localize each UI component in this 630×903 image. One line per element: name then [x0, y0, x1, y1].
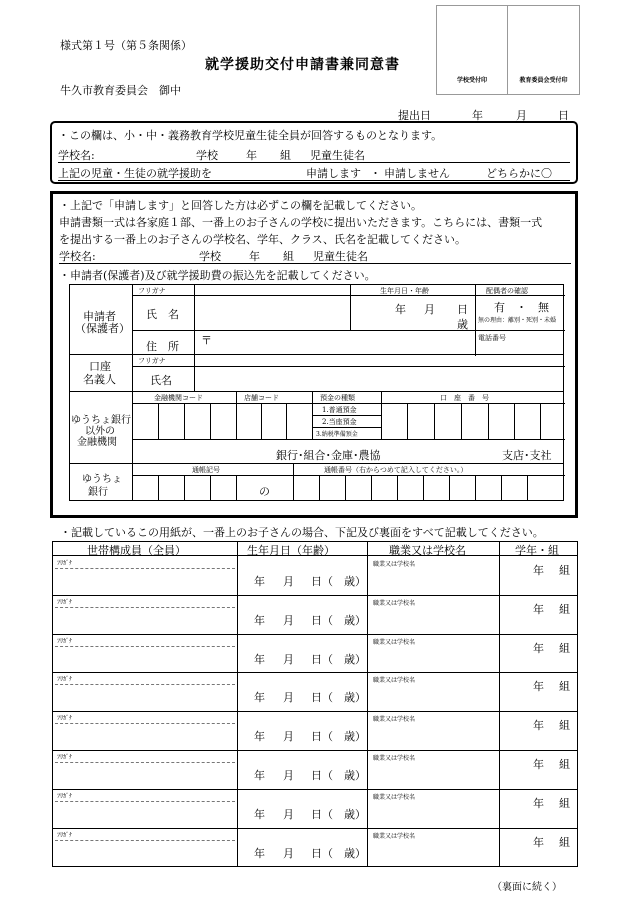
- row-furigana-label: ﾌﾘｶﾞﾅ: [57, 754, 73, 761]
- member-name-input[interactable]: [57, 764, 233, 786]
- row-class: 組: [559, 602, 570, 616]
- row-grade: 年: [533, 758, 544, 771]
- row-class: 組: [559, 835, 570, 849]
- row-furigana-label: ﾌﾘｶﾞﾅ: [57, 831, 73, 839]
- row-year: 年: [254, 652, 265, 666]
- household-row: [53, 672, 577, 712]
- row-month: 月: [283, 769, 294, 782]
- branch-code-header: 店舗コード: [244, 394, 279, 402]
- section2-note1: ・上記で「申請します」と回答した方は必ずこの欄を記載してください。: [59, 199, 422, 212]
- furigana-divider: [55, 840, 235, 841]
- account-name-label: 氏名: [150, 374, 172, 387]
- row-age: 歳）: [344, 652, 366, 666]
- row-grade: 年: [533, 564, 544, 577]
- household-table: [52, 541, 578, 867]
- household-header-dob: 生年月日（年齢）: [247, 544, 335, 557]
- row-class: 組: [559, 680, 570, 694]
- row-furigana-label: ﾌﾘｶﾞﾅ: [57, 560, 73, 567]
- row-year: 年: [254, 846, 265, 860]
- member-name-input[interactable]: [57, 725, 233, 747]
- yucho-table: [69, 464, 564, 501]
- section-applicants: [50, 191, 578, 518]
- section1-school-line: [58, 147, 570, 163]
- section1-note: ・この欄は、小・中・義務教育学校児童生徒全員が回答するものとなります。: [58, 129, 443, 142]
- yucho-label: ゆうちょ: [82, 474, 122, 485]
- yucho-number-header: 通帳番号（右からつめて記入してください。）: [324, 466, 468, 474]
- applicant-dob-header: 生年月日・年齢: [380, 287, 429, 295]
- row-year: 年: [254, 691, 265, 705]
- row-day: 日（: [311, 691, 333, 705]
- choose-note: どちらかに〇: [486, 167, 552, 180]
- row-furigana-label: ﾌﾘｶﾞﾅ: [57, 637, 73, 645]
- furigana-divider: [55, 568, 235, 569]
- row-grade: 年: [533, 641, 544, 655]
- section2-note2: 申請書類一式は各家庭１部、一番上のお子さんの学校に提出いただきます。こちらには、書類一式: [59, 216, 543, 229]
- section1-school: 学校: [196, 149, 218, 162]
- form-number: 様式第１号（第５条関係）: [60, 39, 192, 52]
- row-day: 日（: [311, 807, 333, 821]
- household-row: [53, 595, 577, 635]
- household-header-grade: 学年・組: [515, 544, 559, 557]
- bank-label-3: 金融機関: [77, 437, 117, 448]
- page-title: 就学援助交付申請書兼同意書: [205, 57, 400, 73]
- row-occupation-label: 職業又は学校名: [373, 599, 416, 607]
- furigana-divider: [55, 723, 235, 724]
- row-grade: 年: [533, 719, 544, 733]
- applicant-name-input[interactable]: [196, 297, 348, 329]
- row-month: 月: [283, 807, 294, 821]
- row-furigana-label: ﾌﾘｶﾞﾅ: [57, 598, 73, 606]
- row-day: 日（: [311, 652, 333, 666]
- row-age: 歳）: [344, 769, 366, 782]
- row-year: 年: [254, 769, 265, 782]
- phone-label: 電話番号: [478, 334, 506, 342]
- section2-school-line: [59, 248, 571, 264]
- board-stamp-label: 教育委員会受付印: [519, 77, 568, 84]
- spouse-yes-no[interactable]: 有 ・ 無: [494, 301, 549, 314]
- member-name-input[interactable]: [57, 570, 233, 592]
- row-month: 月: [283, 730, 294, 744]
- household-header-member: 世帯構成員（全員）: [87, 544, 186, 557]
- row-age: 歳）: [344, 846, 366, 860]
- row-day: 日（: [311, 730, 333, 744]
- section1-apply-line: [58, 165, 570, 181]
- submit-year: 年: [472, 109, 483, 122]
- applicant-dob-month: 月: [424, 303, 435, 316]
- row-day: 日（: [311, 846, 333, 860]
- row-age: 歳）: [344, 730, 366, 744]
- row-age: 歳）: [344, 575, 366, 588]
- row-grade: 年: [533, 602, 544, 616]
- account-name-input[interactable]: [196, 368, 562, 390]
- applicant-address-label: 住 所: [146, 340, 179, 353]
- household-row: [53, 634, 577, 674]
- applicant-name-label: 氏 名: [146, 308, 179, 321]
- household-row: [53, 789, 577, 829]
- row-class: 組: [559, 564, 570, 577]
- row-day: 日（: [311, 613, 333, 627]
- row-occupation-label: 職業又は学校名: [373, 793, 416, 801]
- section2-class: 組: [283, 250, 294, 263]
- row-year: 年: [254, 807, 265, 821]
- member-name-input[interactable]: [57, 609, 233, 631]
- row-class: 組: [559, 641, 570, 655]
- account-number-header: 口 座 番 号: [440, 394, 489, 402]
- section1-student: 児童生徒名: [310, 149, 365, 162]
- row-occupation-label: 職業又は学校名: [373, 716, 416, 724]
- continued-note: （裏面に続く）: [492, 882, 562, 893]
- row-year: 年: [254, 575, 265, 588]
- furigana-divider: [55, 607, 235, 608]
- furigana-divider: [55, 801, 235, 802]
- postal-mark: 〒: [201, 334, 212, 347]
- household-row: [53, 828, 577, 867]
- bank-type-suffix: 銀行･組合･金庫･農協: [276, 449, 381, 462]
- furigana-divider: [55, 762, 235, 763]
- section1-apply-text: 上記の児童・生徒の就学援助を: [58, 167, 212, 180]
- row-grade: 年: [533, 835, 544, 849]
- not-apply-option[interactable]: 申請しません: [384, 167, 450, 180]
- spouse-header: 配偶者の確認: [486, 287, 528, 295]
- account-label-sub: 名義人: [83, 373, 116, 386]
- apply-option[interactable]: 申請します: [306, 167, 361, 180]
- applicant-furigana-label: フリガナ: [138, 287, 166, 295]
- section2-note4: ・申請者(保護者)及び就学援助費の振込先を記載してください。: [59, 269, 376, 282]
- household-header-occupation: 職業又は学校名: [389, 544, 466, 557]
- section1-class: 組: [280, 149, 291, 162]
- row-month: 月: [283, 652, 294, 666]
- furigana-divider: [55, 646, 235, 647]
- row-class: 組: [559, 719, 570, 733]
- row-occupation-label: 職業又は学校名: [373, 832, 416, 840]
- household-row: [53, 750, 577, 790]
- bank-label: ゆうちょ銀行: [71, 415, 131, 426]
- applicant-age: 歳: [457, 318, 468, 331]
- addressee: 牛久市教育委員会 御中: [60, 84, 181, 97]
- row-occupation-label: 職業又は学校名: [373, 638, 416, 646]
- row-age: 歳）: [344, 691, 366, 705]
- row-occupation-label: 職業又は学校名: [373, 561, 416, 568]
- bank-label-2: 以外の: [85, 426, 115, 437]
- member-name-input[interactable]: [57, 803, 233, 825]
- yucho-no-mark: の: [259, 485, 270, 498]
- row-day: 日（: [311, 575, 333, 588]
- account-label: 口座: [89, 360, 111, 373]
- submit-day: 日: [558, 109, 569, 122]
- furigana-divider: [55, 684, 235, 685]
- account-holder-table: [69, 355, 564, 392]
- row-month: 月: [283, 575, 294, 588]
- row-furigana-label: ﾌﾘｶﾞﾅ: [57, 792, 73, 800]
- section2-note3: を提出する一番上のお子さんの学校名、学年、クラス、氏名を記載してください。: [59, 233, 466, 246]
- row-age: 歳）: [344, 807, 366, 821]
- row-age: 歳）: [344, 613, 366, 627]
- submit-label: 提出日: [398, 109, 431, 122]
- inst-code-header: 金融機関コード: [154, 394, 203, 402]
- row-day: 日（: [311, 769, 333, 782]
- row-class: 組: [559, 796, 570, 810]
- deposit-ordinary[interactable]: 1.普通預金: [322, 406, 357, 414]
- household-row: [53, 711, 577, 751]
- member-name-input[interactable]: [57, 842, 233, 864]
- applicant-table: [69, 284, 564, 355]
- applicant-dob-day: 日: [457, 303, 468, 316]
- row-occupation-label: 職業又は学校名: [373, 677, 416, 685]
- section2-school-label: 学校名:: [59, 250, 96, 263]
- section2-school: 学校: [199, 250, 221, 263]
- deposit-type-header: 預金の種類: [320, 394, 355, 402]
- row-month: 月: [283, 846, 294, 860]
- deposit-tax[interactable]: 3.納税準備預金: [316, 431, 358, 438]
- household-row: [53, 556, 577, 596]
- section2-year: 年: [249, 250, 260, 263]
- yucho-label-2: 銀行: [88, 487, 108, 498]
- applicant-address-input[interactable]: [215, 332, 473, 355]
- branch-type-suffix: 支店･支社: [502, 449, 552, 462]
- submit-month: 月: [516, 109, 527, 122]
- yucho-symbol-header: 通帳記号: [192, 466, 220, 474]
- spouse-reason: 無の理由：離別・死別・未婚: [478, 317, 557, 324]
- applicant-label-sub: （保護者）: [75, 322, 130, 335]
- row-grade: 年: [533, 796, 544, 810]
- applicant-label: 申請者: [83, 310, 116, 323]
- row-occupation-label: 職業又は学校名: [373, 755, 416, 762]
- row-year: 年: [254, 613, 265, 627]
- member-name-input[interactable]: [57, 648, 233, 670]
- apply-separator: ・: [370, 167, 381, 180]
- household-note: ・記載しているこの用紙が、一番上のお子さんの場合、下記及び裏面をすべて記載してください。: [60, 526, 544, 539]
- section2-student: 児童生徒名: [313, 250, 368, 263]
- school-stamp-label: 学校受付印: [456, 77, 487, 84]
- submit-date: [398, 107, 568, 121]
- bank-table: [69, 392, 564, 464]
- row-month: 月: [283, 613, 294, 627]
- row-furigana-label: ﾌﾘｶﾞﾅ: [57, 715, 73, 723]
- member-name-input[interactable]: [57, 686, 233, 708]
- section1-year: 年: [246, 149, 257, 162]
- deposit-current[interactable]: 2.当座預金: [322, 418, 357, 426]
- row-class: 組: [559, 758, 570, 771]
- row-year: 年: [254, 730, 265, 744]
- row-grade: 年: [533, 680, 544, 694]
- receipt-stamp-box: [436, 5, 580, 95]
- section-all-students: [50, 121, 578, 184]
- section1-school-label: 学校名:: [58, 149, 95, 162]
- applicant-dob-year: 年: [395, 303, 406, 316]
- account-furigana-label: フリガナ: [138, 357, 166, 365]
- row-month: 月: [283, 691, 294, 705]
- row-furigana-label: ﾌﾘｶﾞﾅ: [57, 676, 73, 684]
